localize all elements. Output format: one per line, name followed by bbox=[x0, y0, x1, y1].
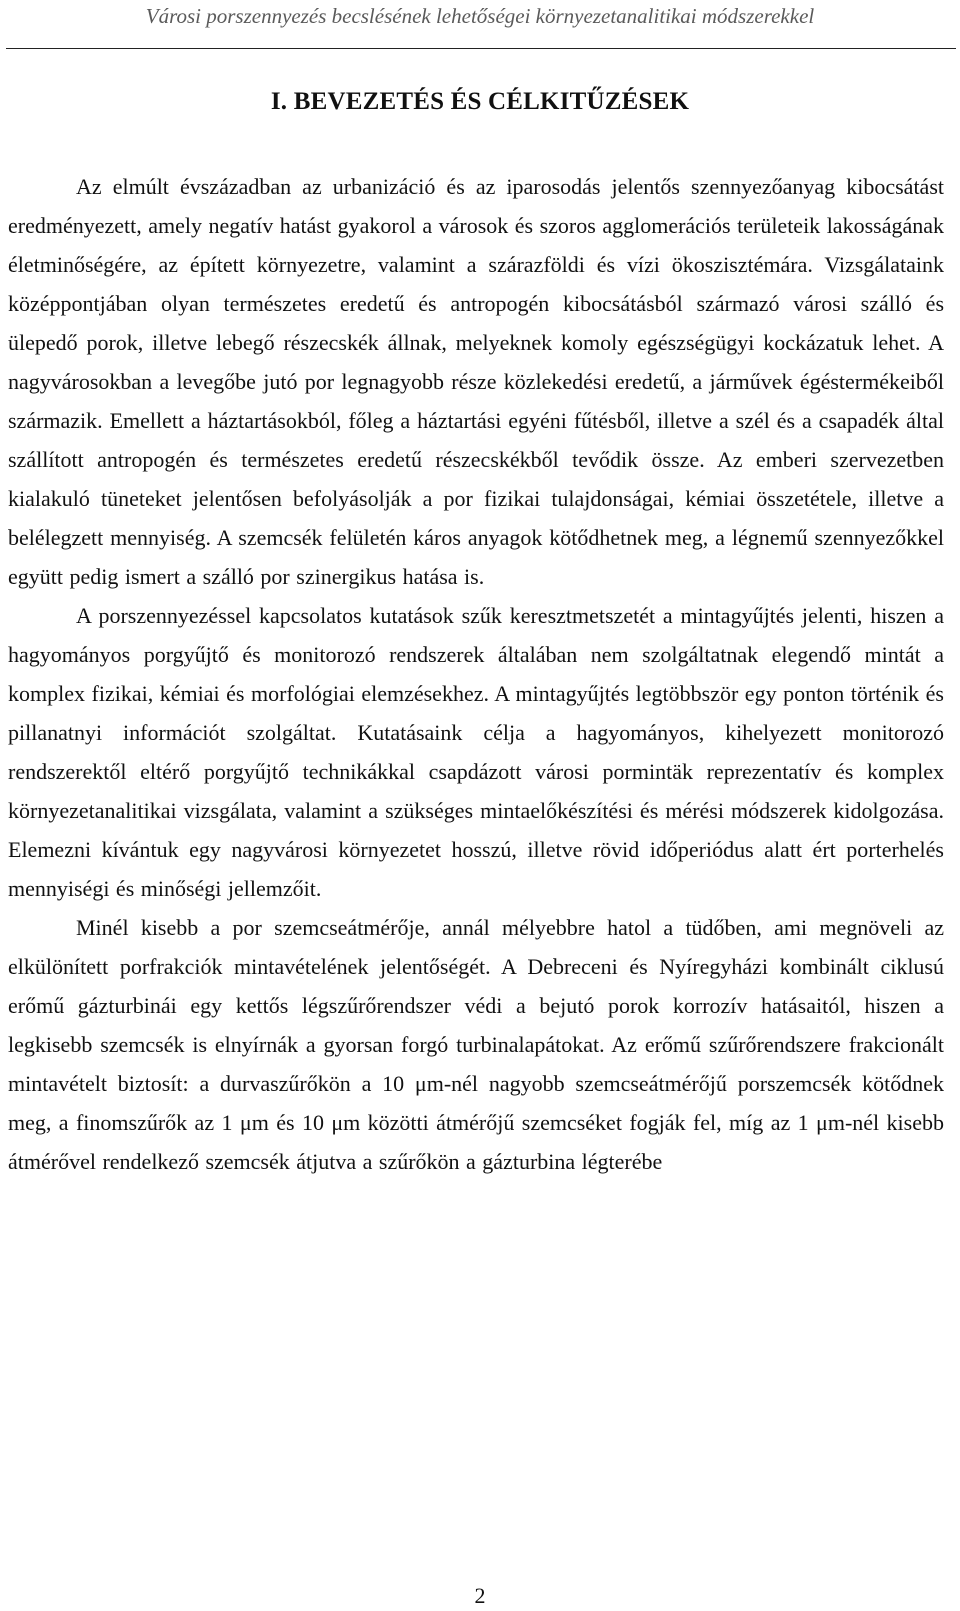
paragraph-3: Minél kisebb a por szemcseátmérője, annál mélyebbre hatol a tüdőben, ami megnöveli az elkülönített porfrakciók mintavételének jelentőségét. A Debreceni és Nyíregyházi kombinált ciklusú erőmű gázturbinái egy kettős légszűrőrendszer védi a bejutó porok korrozív hatásaitól, hiszen a legkisebb szemcsék is elnyírnák a gyorsan forgó turbinalapátokat. Az erőmű szűrőrendszere frakcionált mintavételt biztosít: a durvaszűrőkön a 10 μm-nél nagyobb szemcseátmérőjű porszemcsék kötődnek meg, a finomszűrők az 1 μm és 10 μm közötti átmérőjű szemcséket fogják fel, míg az 1 μm-nél kisebb átmérővel rendelkező szemcsék átjutva a szűrőkön a gázturbina légterébe bbox=[8, 915, 944, 1174]
paragraph-1: Az elmúlt évszázadban az urbanizáció és az iparosodás jelentős szennyezőanyag kibocsátást eredményezett, amely negatív hatást gyakorol a városok és szoros agglomerációs területeik lakosságának életminőségére, az épített környezetre, valamint a szárazföldi és vízi ökoszisztémára. Vizsgálataink középpontjában olyan természetes eredetű és antropogén kibocsátásból származó városi szálló és ülepedő porok, illetve lebegő részecskék állnak, melyeknek komoly egészségügyi kockázatuk lehet. A nagyvárosokban a levegőbe jutó por legnagyobb része közlekedési eredetű, a járművek égéstermékeiből származik. Emellett a háztartásokból, főleg a háztartási egyéni fűtésből, illetve a szél és a csapadék által szállított antropogén és természetes eredetű részecskékből tevődik össze. Az emberi szervezetben kialakuló tüneteket jelentősen befolyásolják a por fizikai tulajdonságai, kémiai összetétele, illetve a belélegzett mennyiség. A szemcsék felületén káros anyagok kötődhetnek meg, a légnemű szennyezőkkel együtt pedig ismert a szálló por szinergikus hatása is. bbox=[8, 174, 944, 589]
running-header: Városi porszennyezés becslésének lehetőségei környezetanalitikai módszerekkel bbox=[145, 4, 815, 28]
body-text bbox=[8, 167, 944, 1181]
section-title: I. BEVEZETÉS ÉS CÉLKITŰZÉSEK bbox=[270, 88, 690, 115]
paragraph-2: A porszennyezéssel kapcsolatos kutatások szűk keresztmetszetét a mintagyűjtés jelenti, hiszen a hagyományos porgyűjtő és monitorozó rendszerek általában nem szolgáltatnak elegendő mintát a komplex fizikai, kémiai és morfológiai elemzésekhez. A mintagyűjtés legtöbbször egy ponton történik és pillanatnyi információt szolgáltat. Kutatásaink célja a hagyományos, kihelyezett monitorozó rendszerektől eltérő porgyűjtő technikákkal csapdázott városi pormintäk reprezentatív és komplex környezetanalitikai vizsgálata, valamint a szükséges mintaelőkészítési és mérési módszerek kidolgozása. Elemezni kívántuk egy nagyvárosi környezetet hosszú, illetve rövid időperiódus alatt ért porterhelés mennyiségi és minőségi jellemzőit. bbox=[8, 603, 944, 901]
header-rule bbox=[6, 48, 956, 49]
page-number: 2 bbox=[474, 1583, 486, 1608]
